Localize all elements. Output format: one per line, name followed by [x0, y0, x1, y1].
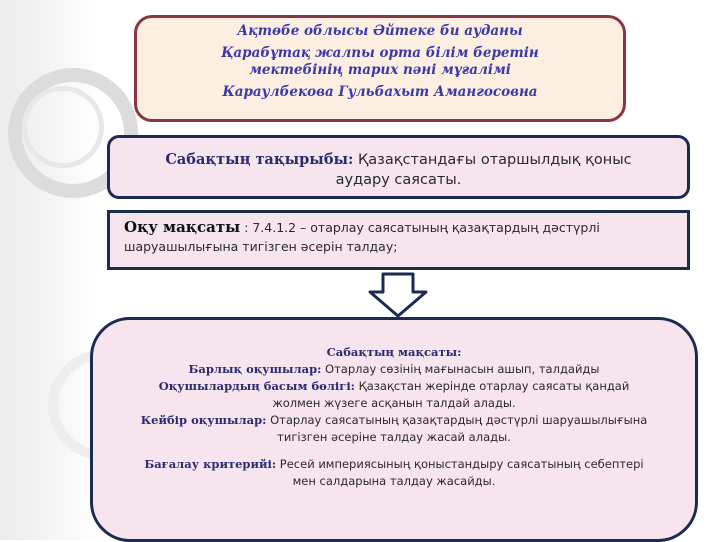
learning-objective-box — [107, 210, 690, 270]
goals-all-label: Барлық оқушылар: — [188, 362, 322, 376]
topic-label: Сабақтың тақырыбы: — [165, 151, 354, 168]
author-school: Қарабұтақ жалпы орта білім беретін мектебінің тарих пәні мұғалімі — [221, 45, 539, 78]
goals-some-text: Отарлау саясатының қазақтардың дәстүрлі шаруашылығына тигізген әсеріне талдау жасай алады. — [270, 413, 648, 444]
lesson-topic-box — [107, 135, 690, 199]
objective-separator: : — [244, 220, 249, 235]
criteria-label: Бағалау критерийі: — [144, 457, 277, 471]
decor-ring-inner — [22, 86, 104, 168]
objective-label: Оқу мақсаты — [124, 218, 241, 236]
goals-title: Сабақтың мақсаты: — [326, 345, 462, 359]
topic-text: Қазақстандағы отаршылдық қоныс аудару саясаты. — [335, 152, 632, 188]
goals-some-label: Кейбір оқушылар: — [140, 413, 267, 427]
author-region: Ақтөбе облысы Әйтеке би ауданы — [237, 23, 523, 39]
goals-most-label: Оқушылардың басым бөлігі: — [158, 379, 355, 393]
down-arrow-icon — [368, 272, 428, 318]
goals-all-text: Отарлау сөзінің мағынасын ашып, талдайды — [325, 362, 600, 376]
lesson-goals-box — [90, 317, 698, 542]
criteria-text: Ресей империясының қоныстандыру саясатының себептері мен салдарына талдау жасайды. — [279, 457, 644, 488]
author-info-box — [134, 15, 626, 122]
objective-text: 7.4.1.2 – отарлау саясатының қазақтардың дәстүрлі шаруашылығына тигізген әсерін талдау; — [124, 220, 600, 254]
goals-spacer — [133, 446, 655, 456]
author-name: Караулбекова Гульбахыт Амангосовна — [222, 84, 538, 100]
goals-most-text: Қазақстан жерінде отарлау саясаты қандай жолмен жүзеге асқанын талдай алады. — [272, 379, 630, 410]
